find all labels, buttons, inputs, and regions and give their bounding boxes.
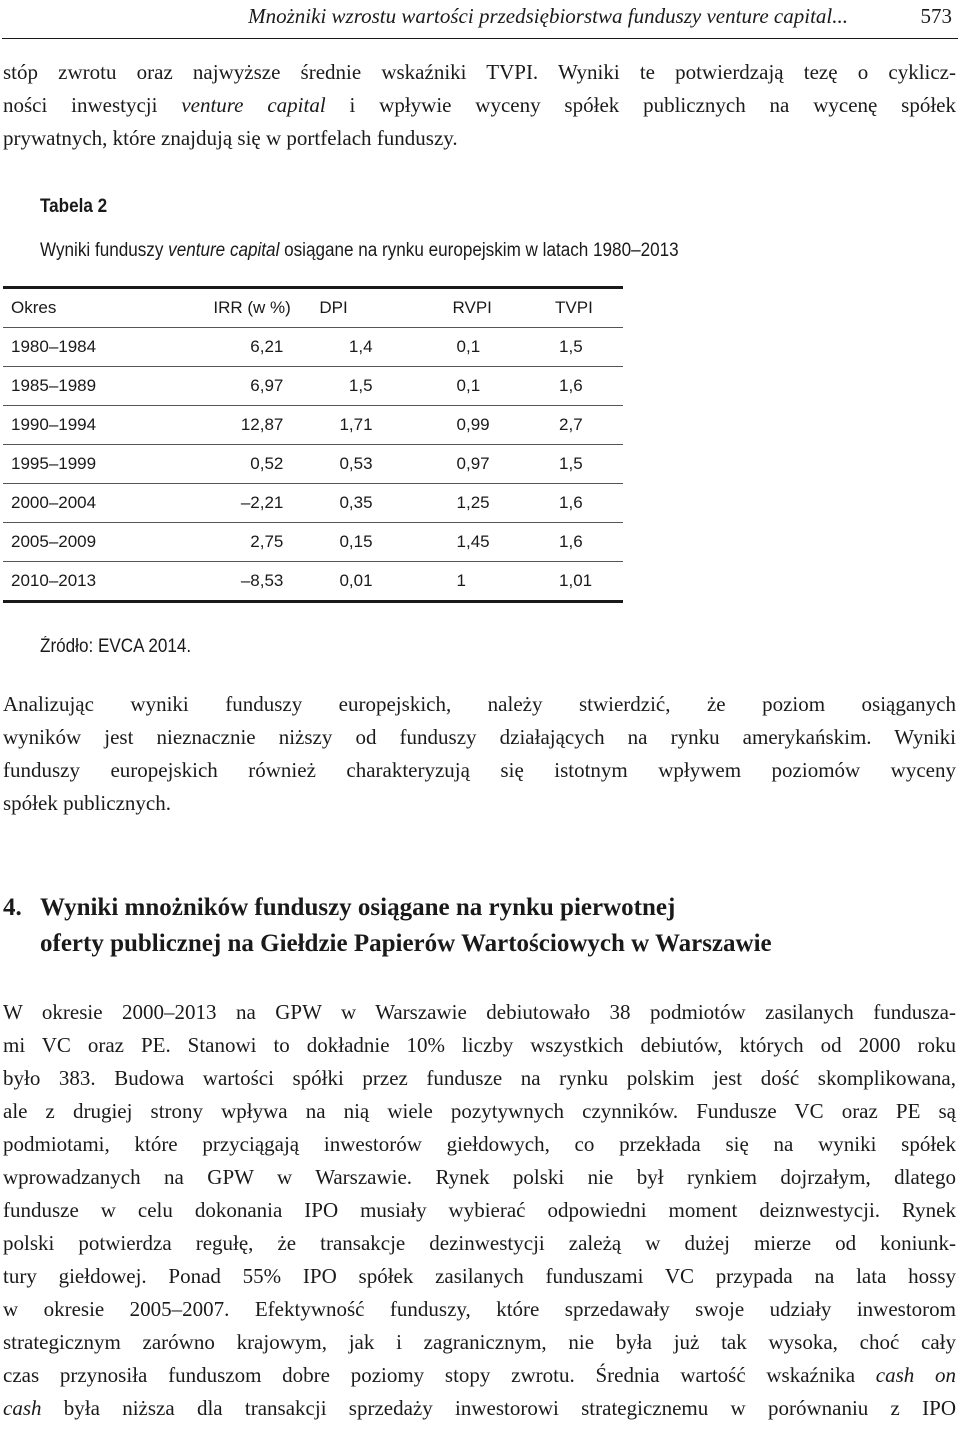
cell-dpi: 0,15 — [297, 523, 386, 562]
cell-period: 2010–2013 — [3, 562, 185, 602]
text-line: mi VC oraz PE. Stanowi to dokładnie 10% liczby wszystkich debiutów, których od 2000 roku — [3, 1033, 956, 1057]
section-title-line: Wyniki mnożników funduszy osiągane na rynku pierwotnej — [40, 894, 676, 921]
text-line: cash była niższa dla transakcji sprzedaży inwestorowi strategicznemu w porównaniu z IPO — [3, 1396, 956, 1420]
text-line: W okresie 2000–2013 na GPW w Warszawie debiutowało 38 podmiotów zasilanych fundusza- — [3, 1000, 956, 1024]
italic-term: venture capital — [181, 93, 326, 117]
cell-period: 2005–2009 — [3, 523, 185, 562]
cell-period: 1990–1994 — [3, 406, 185, 445]
text-line: podmiotami, które przyciągają inwestorów giełdowych, co przekłada się na wyniki spółek — [3, 1132, 956, 1156]
cell-period: 1980–1984 — [3, 328, 185, 367]
text-line: prywatnych, które znajdują się w portfelach funduszy. — [3, 126, 458, 150]
italic-term: cash on — [875, 1363, 956, 1387]
section-heading — [3, 890, 953, 962]
running-title: Mnożniki wzrostu wartości przedsiębiorstwa funduszy venture capital... — [248, 4, 848, 28]
table-source: Źródło: EVCA 2014. — [40, 636, 192, 657]
results-table — [3, 286, 623, 603]
table-row — [3, 562, 623, 602]
text-line: ności inwestycji venture capital i wpływie wyceny spółek publicznych na wycenę spółek — [3, 93, 956, 117]
cell-rvpi: 0,1 — [387, 328, 530, 367]
table-row — [3, 523, 623, 562]
text-line: stóp zwrotu oraz najwyższe średnie wskaźniki TVPI. Wyniki te potwierdzają tezę o cyklicz- — [3, 60, 956, 84]
cell-dpi: 0,01 — [297, 562, 386, 602]
cell-irr: 0,52 — [185, 445, 297, 484]
text-line: polski potwierdza regułę, że transakcje dezinwestycji zależą w dużej mierze od koniunk- — [3, 1231, 956, 1255]
text-line: w okresie 2005–2007. Efektywność funduszy, które sprzedawały swoje udziały inwestorom — [3, 1297, 956, 1321]
cell-period: 1995–1999 — [3, 445, 185, 484]
cell-rvpi: 1 — [387, 562, 530, 602]
italic-term: venture capital — [168, 240, 280, 261]
cell-tvpi: 1,01 — [529, 562, 623, 602]
table-row — [3, 445, 623, 484]
cell-irr: –8,53 — [185, 562, 297, 602]
text-line: wyników jest nieznacznie niższy od funduszy działających na rynku amerykańskim. Wyniki — [3, 725, 956, 749]
cell-rvpi: 1,45 — [387, 523, 530, 562]
cell-tvpi: 1,6 — [529, 484, 623, 523]
cell-irr: 6,21 — [185, 328, 297, 367]
cell-rvpi: 1,25 — [387, 484, 530, 523]
column-header-tvpi: TVPI — [529, 288, 623, 328]
text-line: wprowadzanych na GPW w Warszawie. Rynek polski nie był rynkiem dojrzałym, dlatego — [3, 1165, 956, 1189]
page-number: 573 — [920, 4, 952, 28]
cell-period: 1985–1989 — [3, 367, 185, 406]
intro-paragraph — [3, 56, 956, 155]
cell-period: 2000–2004 — [3, 484, 185, 523]
text-line: czas przynosiła funduszom dobre poziomy stopy zwrotu. Średnia wartość wskaźnika cash on — [3, 1363, 956, 1387]
cell-tvpi: 1,5 — [529, 328, 623, 367]
text-line: spółek publicznych. — [3, 791, 171, 815]
table-row — [3, 406, 623, 445]
section-number: 4. — [3, 894, 22, 921]
cell-dpi: 0,35 — [297, 484, 386, 523]
text-line: fundusze w celu dokonania IPO musiały wybierać odpowiedni moment deiznwestycji. Rynek — [3, 1198, 956, 1222]
text-line: było 383. Budowa wartości spółki przez fundusze na rynku polskim jest dość skomplikowana, — [3, 1066, 956, 1090]
analysis-paragraph — [3, 688, 956, 820]
text-line: funduszy europejskich również charakteryzują się istotnym wpływem poziomów wyceny — [3, 758, 956, 782]
column-header-rvpi: RVPI — [387, 288, 530, 328]
cell-tvpi: 1,6 — [529, 523, 623, 562]
cell-irr: 6,97 — [185, 367, 297, 406]
cell-dpi: 1,71 — [297, 406, 386, 445]
table-label: Tabela 2 — [40, 196, 108, 217]
cell-rvpi: 0,97 — [387, 445, 530, 484]
cell-rvpi: 0,99 — [387, 406, 530, 445]
table-row — [3, 328, 623, 367]
italic-term: cash — [3, 1396, 42, 1420]
column-header-period: Okres — [3, 288, 185, 328]
cell-dpi: 1,5 — [297, 367, 386, 406]
cell-tvpi: 1,6 — [529, 367, 623, 406]
text-line: tury giełdowej. Ponad 55% IPO spółek zasilanych funduszami VC przypada na lata hossy — [3, 1264, 956, 1288]
text-line: strategicznym zarówno krajowym, jak i zagranicznym, nie była już tak wysoka, choć cały — [3, 1330, 956, 1354]
cell-tvpi: 2,7 — [529, 406, 623, 445]
cell-dpi: 1,4 — [297, 328, 386, 367]
section-title-line: oferty publicznej na Giełdzie Papierów Wartościowych w Warszawie — [40, 930, 772, 957]
column-header-irr: IRR (w %) — [185, 288, 297, 328]
cell-irr: 12,87 — [185, 406, 297, 445]
column-header-dpi: DPI — [297, 288, 386, 328]
text-line: Analizując wyniki funduszy europejskich, należy stwierdzić, że poziom osiąganych — [3, 692, 956, 716]
cell-rvpi: 0,1 — [387, 367, 530, 406]
cell-tvpi: 1,5 — [529, 445, 623, 484]
header-rule — [2, 38, 958, 39]
cell-irr: –2,21 — [185, 484, 297, 523]
cell-irr: 2,75 — [185, 523, 297, 562]
table-caption: Wyniki funduszy venture capital osiągane na rynku europejskim w latach 1980–2013 — [40, 240, 679, 261]
page-header — [0, 0, 960, 46]
text-line: ale z drugiej strony wpływa na nią wiele pozytywnych czynników. Fundusze VC oraz PE są — [3, 1099, 956, 1123]
cell-dpi: 0,53 — [297, 445, 386, 484]
table-header-row — [3, 288, 623, 328]
table-row — [3, 367, 623, 406]
body-paragraph — [3, 996, 956, 1425]
table-row — [3, 484, 623, 523]
